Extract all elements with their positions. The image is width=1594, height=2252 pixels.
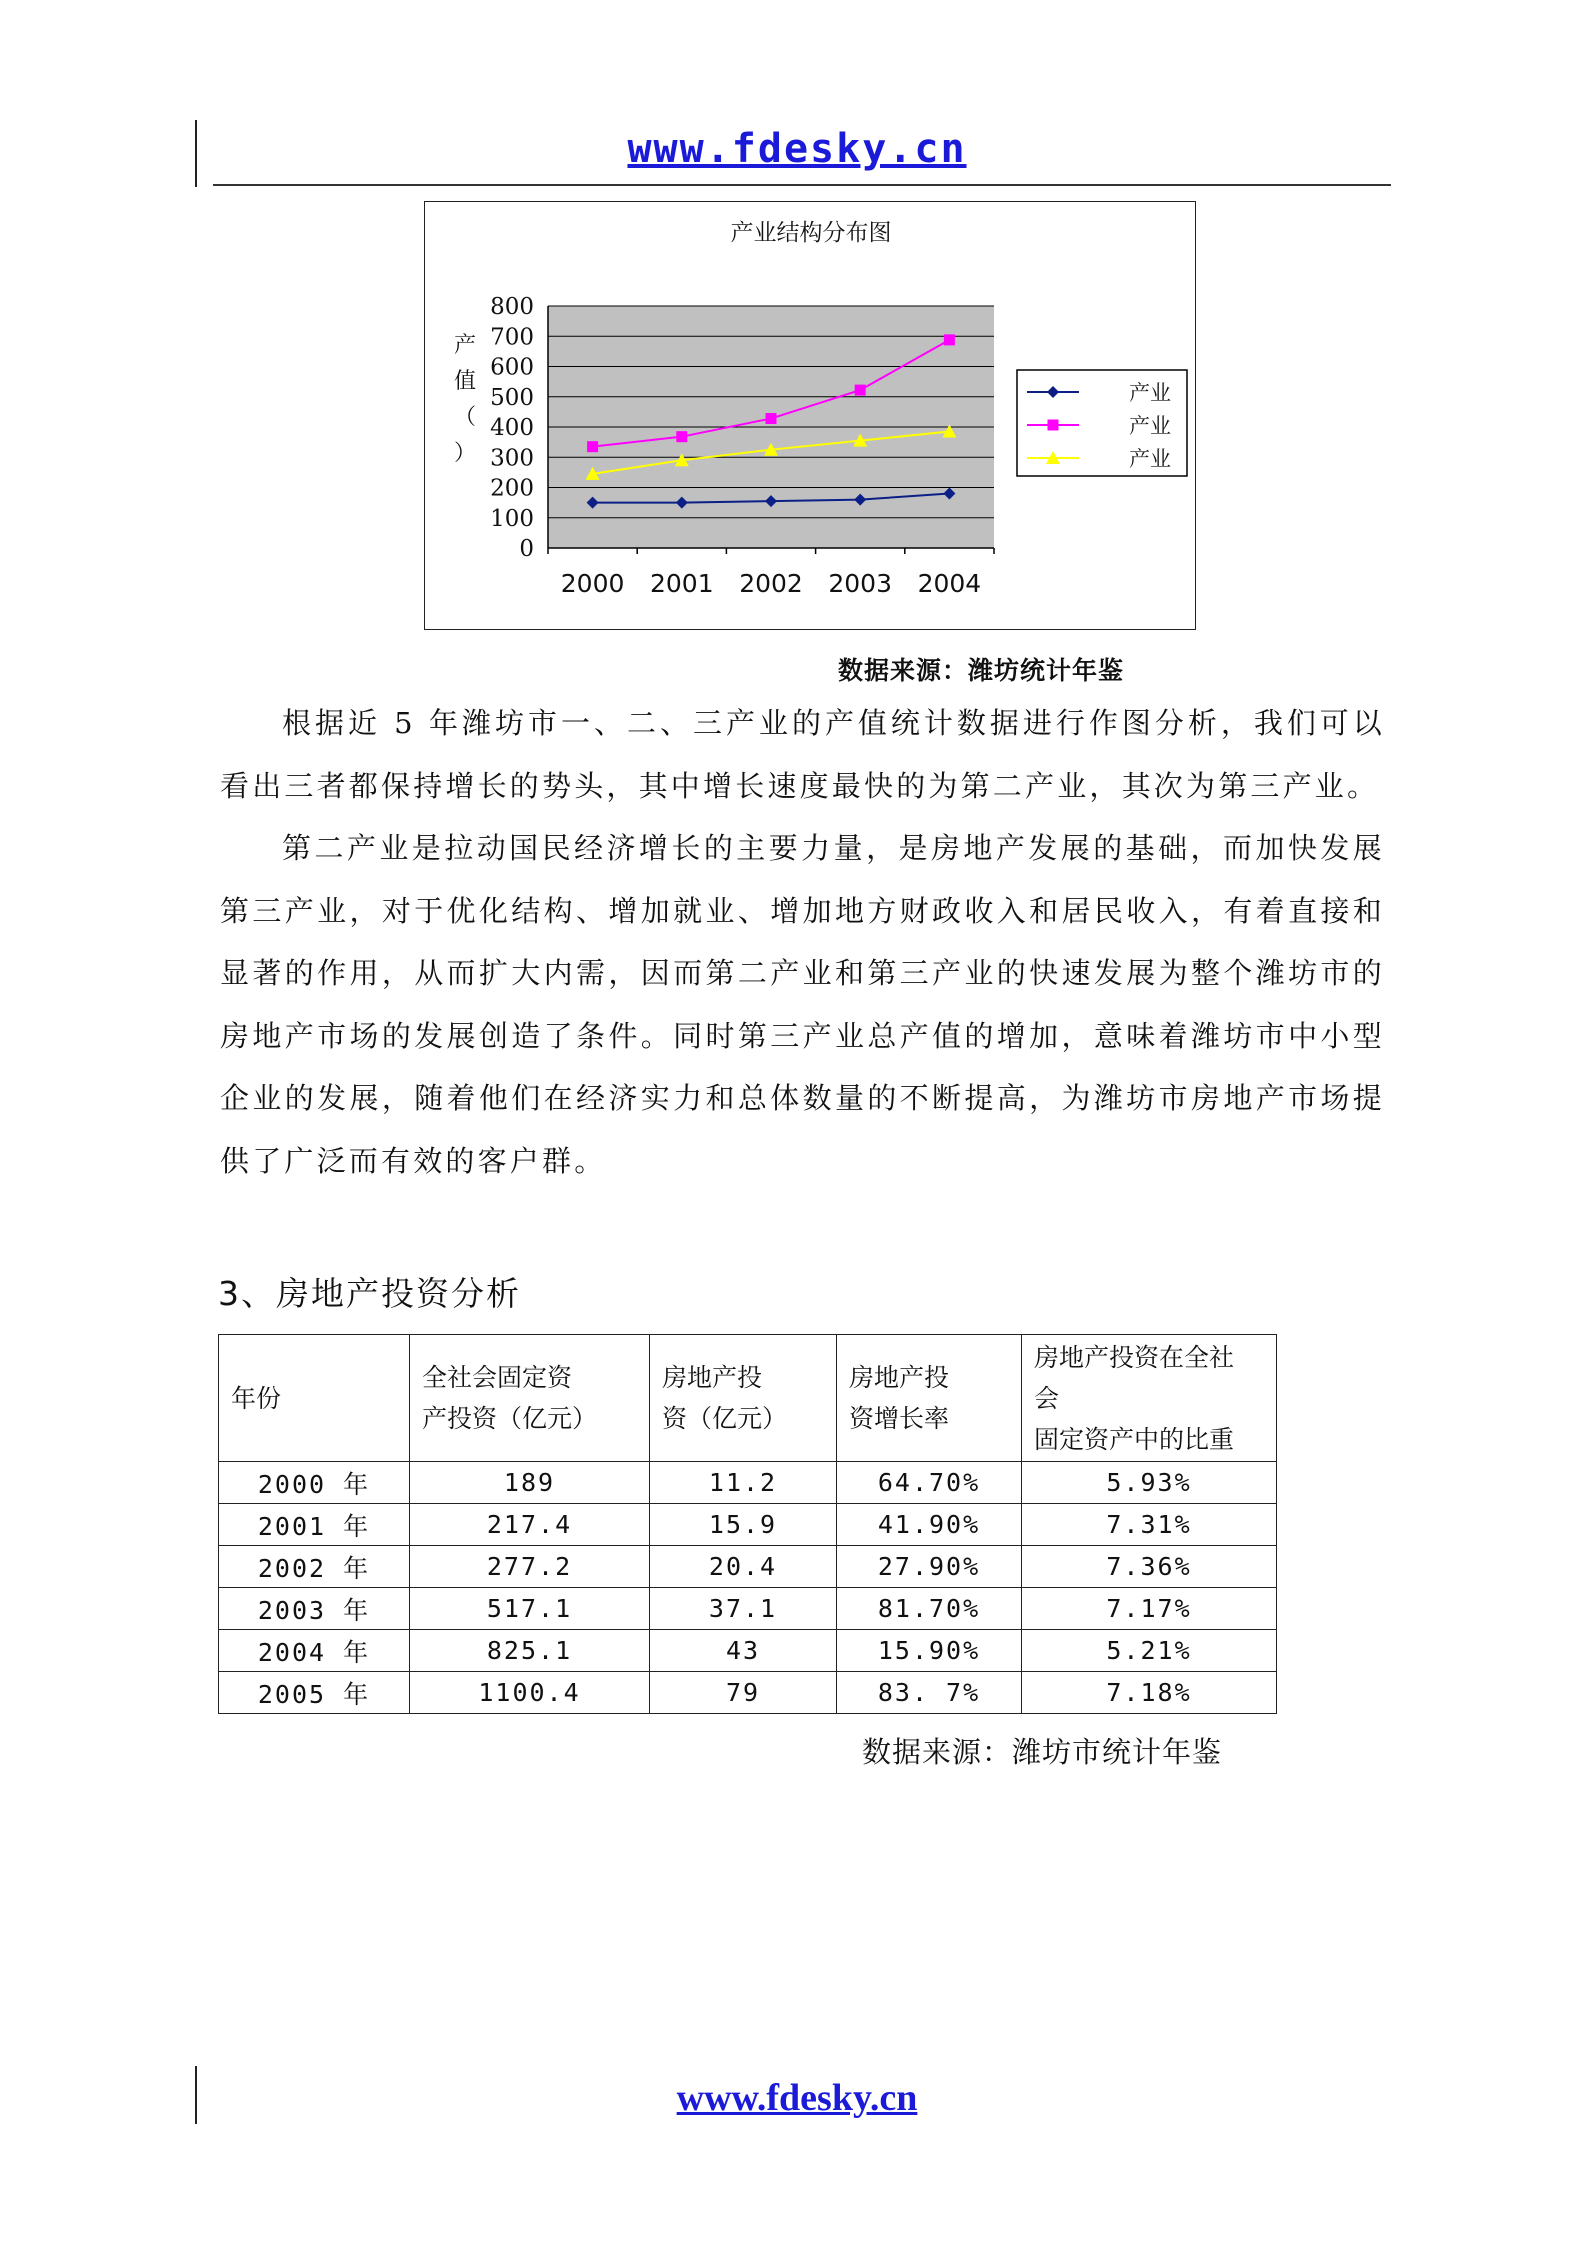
header-real-estate-investment (650, 1335, 837, 1462)
y-axis-label-char: ） (453, 441, 477, 466)
series-2-point (587, 441, 598, 452)
table-row (219, 1630, 1277, 1672)
x-tick-label: 2002 (739, 569, 803, 598)
x-tick-label: 2000 (560, 569, 625, 598)
header-real-estate-investment-line2: 资（亿元） (662, 1404, 788, 1433)
table-cell: 79 (650, 1672, 837, 1714)
header-share-line3: 固定资产中的比重 (1034, 1424, 1235, 1454)
header-growth-rate-line2: 资增长率 (849, 1404, 950, 1433)
x-tick-label: 2001 (649, 569, 714, 598)
y-tick-label: 800 (490, 294, 534, 320)
table-cell: 15.9 (650, 1504, 837, 1546)
table-cell: 2001 年 (219, 1504, 410, 1546)
table-cell: 5.93% (1022, 1462, 1277, 1504)
header-share-line1: 房地产投资在全社 (1034, 1342, 1235, 1372)
table-cell: 825.1 (410, 1630, 650, 1672)
footer-site-link[interactable]: www.fdesky.cn (676, 2077, 918, 2119)
series-2-point (676, 431, 687, 442)
table-cell: 11.2 (650, 1462, 837, 1504)
chart-frame (424, 201, 1196, 630)
header-year-text: 年份 (231, 1383, 282, 1413)
table-cell: 2000 年 (219, 1462, 410, 1504)
table-cell: 189 (410, 1462, 650, 1504)
chart-title: 产业结构分布图 (730, 220, 892, 246)
header-real-estate-investment-line1: 房地产投 (662, 1363, 763, 1392)
header-site-link[interactable]: www.fdesky.cn (627, 126, 967, 172)
legend-marker-2 (1048, 420, 1059, 431)
chart-source-note: 数据来源：潍坊统计年鉴 (838, 656, 1125, 685)
table-row (219, 1504, 1277, 1546)
table-cell: 7.31% (1022, 1504, 1277, 1546)
header-share (1022, 1335, 1277, 1462)
industry-structure-chart (425, 202, 1197, 631)
table-cell: 64.70% (837, 1462, 1022, 1504)
header-year (219, 1335, 410, 1462)
table-header-row (219, 1335, 1277, 1462)
legend-label-3: 产业 (1129, 447, 1171, 471)
table-cell: 43 (650, 1630, 837, 1672)
table-cell: 2003 年 (219, 1588, 410, 1630)
table-cell: 83. 7% (837, 1672, 1022, 1714)
table-cell: 217.4 (410, 1504, 650, 1546)
table-cell: 5.21% (1022, 1630, 1277, 1672)
y-tick-label: 400 (490, 415, 534, 441)
table-cell: 41.90% (837, 1504, 1022, 1546)
y-axis-label-char: 值 (453, 369, 477, 394)
y-axis-label-char: （ (453, 405, 477, 430)
legend-label-2: 产业 (1129, 414, 1171, 438)
y-tick-label: 0 (519, 536, 534, 562)
series-2-point (766, 413, 777, 424)
table-cell: 20.4 (650, 1546, 837, 1588)
x-tick-label: 2003 (828, 569, 893, 598)
table-cell: 1100.4 (410, 1672, 650, 1714)
y-tick-label: 200 (490, 475, 534, 502)
header-growth-rate-line1: 房地产投 (849, 1363, 950, 1392)
section-heading: 3、房地产投资分析 (218, 1274, 521, 1313)
y-tick-label: 600 (490, 354, 534, 381)
series-2-point (855, 385, 866, 396)
table-cell: 27.90% (837, 1546, 1022, 1588)
table-cell: 7.36% (1022, 1546, 1277, 1588)
x-tick-label: 2004 (917, 569, 982, 598)
y-tick-label: 100 (490, 505, 534, 532)
table-row (219, 1588, 1277, 1630)
y-tick-label: 300 (490, 445, 534, 472)
series-2-point (944, 334, 955, 345)
header-divider (213, 184, 1391, 186)
header-total-investment-line1: 全社会固定资 (422, 1363, 573, 1392)
header-share-line2: 会 (1034, 1383, 1060, 1413)
header-growth-rate (837, 1335, 1022, 1462)
table-source-note: 数据来源：潍坊市统计年鉴 (862, 1735, 1223, 1769)
investment-table (218, 1334, 1277, 1714)
table-cell: 2002 年 (219, 1546, 410, 1588)
y-tick-label: 500 (490, 384, 534, 411)
table-row (219, 1672, 1277, 1714)
table-cell: 7.18% (1022, 1672, 1277, 1714)
table-row (219, 1546, 1277, 1588)
table-cell: 15.90% (837, 1630, 1022, 1672)
paragraph-2: 第二产业是拉动国民经济增长的主要力量，是房地产发展的基础，而加快发展第三产业，对于优化结构、增加就业、增加地方财政收入和居民收入，有着直接和显著的作用，从而扩大内需，因而第二产业和第三产业的快速发展为整个潍坊市的房地产市场的发展创造了条件。同时第三产业总产值的增加，意味着潍坊市中小型企业的发展，随着他们在经济实力和总体数量的不断提高，为潍坊市房地产市场提供了广泛而有效的客户群。 (220, 831, 1385, 1178)
paragraph-1: 根据近 5 年潍坊市一、二、三产业的产值统计数据进行作图分析，我们可以看出三者都保持增长的势头，其中增长速度最快的为第二产业，其次为第三产业。 (220, 706, 1385, 803)
table-cell: 37.1 (650, 1588, 837, 1630)
header-total-investment-line2: 产投资（亿元） (422, 1404, 598, 1433)
legend-label-1: 产业 (1129, 381, 1171, 405)
y-tick-label: 700 (490, 324, 534, 351)
header-total-investment (410, 1335, 650, 1462)
table-cell: 517.1 (410, 1588, 650, 1630)
y-axis-label-char: 产 (453, 333, 477, 358)
table-row (219, 1462, 1277, 1504)
table-cell: 81.70% (837, 1588, 1022, 1630)
table-cell: 2005 年 (219, 1672, 410, 1714)
table-cell: 2004 年 (219, 1630, 410, 1672)
table-cell: 7.17% (1022, 1588, 1277, 1630)
table-cell: 277.2 (410, 1546, 650, 1588)
